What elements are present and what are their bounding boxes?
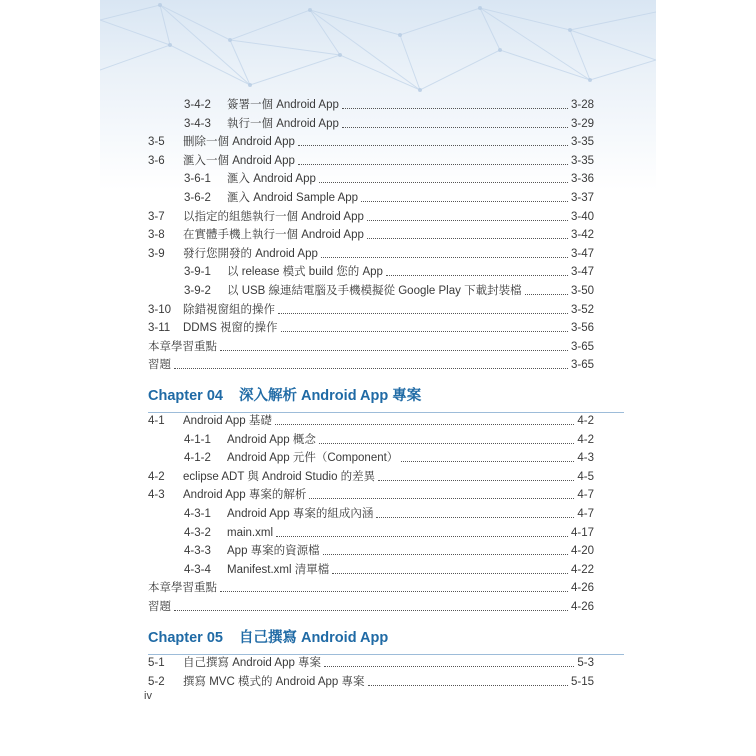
toc-entry-page: 3-42 <box>570 229 594 242</box>
dot-leader <box>342 126 568 128</box>
toc-entry-title: 除錯視窗組的操作 <box>183 303 275 316</box>
toc-entry-page: 4-22 <box>570 563 594 576</box>
dot-leader <box>278 312 568 314</box>
toc-entry-page: 3-36 <box>570 173 594 186</box>
toc-entry-page: 3-35 <box>570 154 594 167</box>
toc-entry <box>148 152 594 170</box>
dot-leader <box>220 349 568 351</box>
toc-entry-title: 發行您開發的 Android App <box>183 247 318 260</box>
toc-entry <box>148 654 594 672</box>
dot-leader <box>378 479 574 481</box>
toc-entry-page: 4-26 <box>570 582 594 595</box>
toc-entry-number: 5-2 <box>148 675 165 688</box>
chapter5-label: Chapter 05 <box>148 630 223 646</box>
toc-entry-page: 4-2 <box>577 415 594 427</box>
toc-entry <box>148 301 594 319</box>
toc-entry-title: Android App 專案的解析 <box>183 489 307 502</box>
dot-leader <box>275 423 575 425</box>
toc-entry-number: 4-1 <box>148 415 165 427</box>
dot-leader <box>368 684 568 686</box>
toc-entry <box>184 505 594 523</box>
toc-entry-title: 滙入 Android Sample App <box>227 192 359 204</box>
toc-entry-number: 3-8 <box>148 229 165 242</box>
toc-entry-title: Android App 元件（Component） <box>227 452 399 465</box>
dot-leader <box>298 163 568 165</box>
toc-entry-title: 撰寫 MVC 模式的 Android App 專案 <box>183 675 365 688</box>
toc-entry-number: 3-9-1 <box>184 266 211 279</box>
toc-entry-page: 3-47 <box>570 266 594 279</box>
dot-leader <box>376 516 574 518</box>
dot-leader <box>220 590 568 592</box>
toc-entry <box>148 412 594 430</box>
toc-entry-number: 5-1 <box>148 657 165 669</box>
toc-entry-title: 以 USB 線連結電腦及手機模擬從 Google Play 下載封裝檔 <box>227 285 522 297</box>
toc-entry-title: DDMS 視窗的操作 <box>183 322 278 335</box>
toc-entry-title: 滙入一個 Android App <box>183 154 295 167</box>
toc-entry-page: 3-47 <box>570 247 594 260</box>
toc-entry-title: 自己撰寫 Android App 專案 <box>183 657 322 669</box>
toc-entry-page: 3-28 <box>570 99 594 111</box>
toc-entry-page: 3-56 <box>570 322 594 335</box>
toc-entry-number: 3-10 <box>148 303 172 316</box>
dot-leader <box>174 367 568 369</box>
toc-entry-number: 4-3-3 <box>184 545 211 558</box>
toc-entry-title: Android App 專案的組成內涵 <box>227 508 374 520</box>
toc-entry <box>148 486 594 504</box>
toc-entry-title: 簽署一個 Android App <box>227 99 339 111</box>
toc-entry-number: 4-3-2 <box>184 526 211 539</box>
toc-entry <box>184 524 594 542</box>
toc-entry-number: 3-4-2 <box>184 99 211 111</box>
toc-entry-title: Android App 概念 <box>227 433 316 446</box>
toc-entry-number: 3-11 <box>148 322 171 335</box>
page-number: iv <box>144 690 152 702</box>
toc-entry-title: 執行一個 Android App <box>227 117 339 130</box>
dot-leader <box>321 256 568 258</box>
toc-entry-number: 4-3 <box>148 489 165 502</box>
toc-entry-page: 3-50 <box>570 285 594 297</box>
dot-leader <box>342 107 568 109</box>
toc-entry-number: 3-6-1 <box>184 173 211 186</box>
toc-entry-title: 刪除一個 Android App <box>183 136 295 149</box>
toc-entry-page: 4-17 <box>570 526 594 539</box>
dot-leader <box>367 219 568 221</box>
toc-entry-page: 5-15 <box>570 675 594 688</box>
toc-entry-number: 3-6-2 <box>184 192 211 204</box>
toc-entry <box>148 356 594 374</box>
toc-entry-title: 在實體手機上執行一個 Android App <box>183 229 364 242</box>
toc-entry-number: 3-9-2 <box>184 285 211 297</box>
dot-leader <box>324 665 574 667</box>
toc-entry-title: 本章學習重點 <box>148 340 217 353</box>
toc-entry-number: 4-2 <box>148 470 165 483</box>
toc-entry <box>148 245 594 263</box>
chapter4-label: Chapter 04 <box>148 388 223 404</box>
toc-entry-title: 本章學習重點 <box>148 582 217 595</box>
toc-entry <box>184 561 594 579</box>
dot-leader <box>174 609 568 611</box>
dot-leader <box>401 460 574 462</box>
toc-entry-title: eclipse ADT 與 Android Studio 的差異 <box>183 470 376 483</box>
toc-entry-page: 3-65 <box>570 359 594 372</box>
toc-entry <box>148 579 594 597</box>
toc-entry <box>184 282 594 300</box>
dot-leader <box>298 144 568 146</box>
dot-leader <box>319 181 568 183</box>
toc-entry-number: 4-1-2 <box>184 452 211 465</box>
toc-entry <box>148 598 594 616</box>
toc-entry-number: 3-4-3 <box>184 117 211 130</box>
toc-entry-title: 以指定的組態執行一個 Android App <box>183 210 364 223</box>
toc-entry-title: 習題 <box>148 359 171 372</box>
dot-leader <box>276 535 568 537</box>
dot-leader <box>361 200 568 202</box>
toc-entry <box>184 449 594 467</box>
toc-entry <box>148 133 594 151</box>
toc-entry-page: 4-7 <box>577 508 594 520</box>
chapter5-title: 自己撰寫 Android App <box>238 630 389 646</box>
toc-entry-page: 3-52 <box>570 303 594 316</box>
toc-entry <box>184 542 594 560</box>
dot-leader <box>309 497 574 499</box>
toc-entry <box>184 263 594 281</box>
toc-entry-title: 滙入 Android App <box>227 173 316 186</box>
toc-entry-title: Android App 基礎 <box>183 415 272 427</box>
toc-entry <box>148 319 594 337</box>
toc-entry <box>148 673 594 691</box>
toc-entry <box>184 115 594 133</box>
toc-entry-page: 4-5 <box>577 470 594 483</box>
toc-entry-number: 3-7 <box>148 210 165 223</box>
toc-entry-number: 4-3-4 <box>184 563 211 576</box>
toc-entry <box>184 431 594 449</box>
dot-leader <box>386 274 568 276</box>
chapter4-heading <box>148 385 421 407</box>
dot-leader <box>332 572 568 574</box>
toc-entry-page: 3-65 <box>570 340 594 353</box>
toc-entry-title: App 專案的資源檔 <box>227 545 320 558</box>
dot-leader <box>319 442 575 444</box>
toc-entry <box>148 338 594 356</box>
toc-entry <box>184 96 594 114</box>
toc-entry-page: 3-37 <box>570 192 594 204</box>
toc-entry-page: 4-7 <box>577 489 594 502</box>
dot-leader <box>281 330 568 332</box>
toc-entry-title: main.xml <box>227 526 274 539</box>
toc-entry-page: 3-29 <box>570 117 594 130</box>
toc-entry-number: 3-6 <box>148 154 165 167</box>
toc-entry-page: 3-40 <box>570 210 594 223</box>
toc-entry-number: 4-3-1 <box>184 508 211 520</box>
toc-entry-page: 3-35 <box>570 136 594 149</box>
toc-entry-page: 4-26 <box>570 601 594 613</box>
toc-entry-page: 4-3 <box>577 452 594 465</box>
toc-entry-number: 4-1-1 <box>184 433 211 446</box>
dot-leader <box>323 553 568 555</box>
toc-page <box>100 0 656 756</box>
dot-leader <box>367 237 568 239</box>
toc-entry-title: 以 release 模式 build 您的 App <box>227 266 383 279</box>
dot-leader <box>525 293 568 295</box>
toc-entry <box>184 170 594 188</box>
toc-entry-title: 習題 <box>148 601 171 613</box>
toc-entry <box>148 468 594 486</box>
toc-entry-page: 4-20 <box>570 545 594 558</box>
chapter5-heading <box>148 627 388 649</box>
toc-entry <box>184 189 594 207</box>
toc-entry-page: 5-3 <box>577 657 594 669</box>
toc-entry-page: 4-2 <box>577 433 594 446</box>
toc-entry-number: 3-9 <box>148 247 165 260</box>
toc-entry <box>148 226 594 244</box>
toc-entry <box>148 208 594 226</box>
toc-entry-number: 3-5 <box>148 136 165 149</box>
toc-entry-title: Manifest.xml 清單檔 <box>227 563 330 576</box>
chapter4-title: 深入解析 Android App 專案 <box>238 388 422 404</box>
